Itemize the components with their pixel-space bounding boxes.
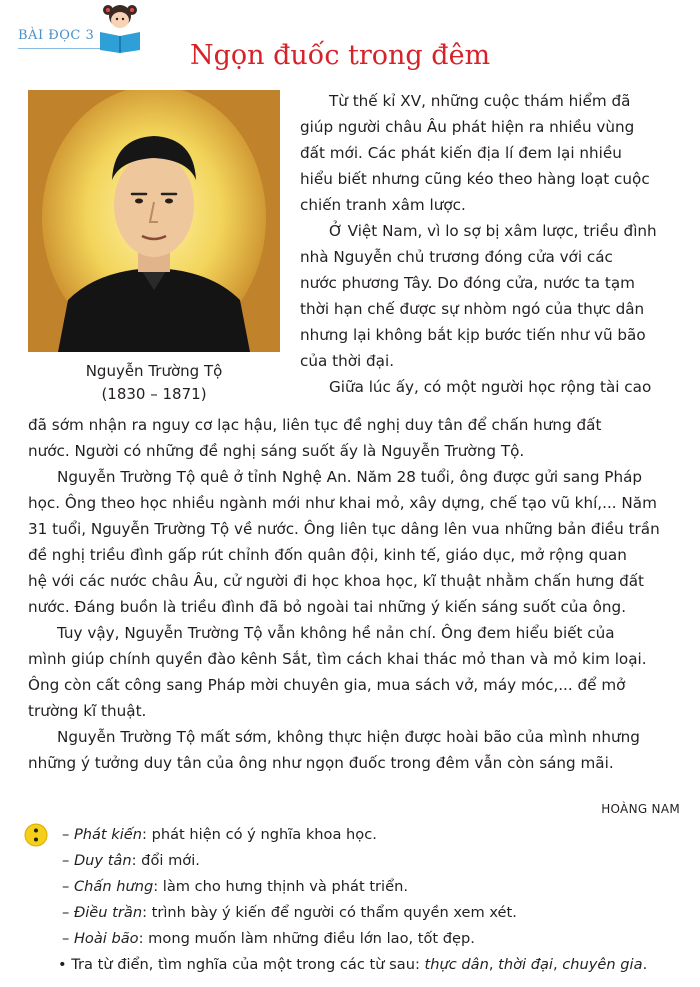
task-word: chuyên gia	[562, 956, 643, 973]
portrait-caption	[28, 360, 280, 406]
text-line: Tuy vậy, Nguyễn Trường Tộ vẫn không hề nản chí. Ông đem hiểu biết của	[28, 624, 615, 642]
text-line: Ở Việt Nam, vì lo sợ bị xâm lược, triều đình	[300, 222, 657, 240]
glossary-item	[62, 822, 682, 848]
bullet: •	[58, 956, 67, 973]
glossary-term: Chấn hưng	[73, 878, 154, 895]
glossary-definition: : phát hiện có ý nghĩa khoa học.	[142, 826, 377, 843]
body-text-wrapped	[300, 88, 680, 400]
dash: –	[62, 852, 74, 869]
text-line: học. Ông theo học nhiều ngành mới như khai mỏ, xây dựng, chế tạo vũ khí,... Năm	[28, 494, 657, 512]
text-line: đề nghị triều đình gấp rút chỉnh đốn quân đội, kinh tế, giáo dục, mở rộng quan	[28, 546, 627, 564]
glossary-item	[62, 926, 682, 952]
text-line: 31 tuổi, Nguyễn Trường Tộ về nước. Ông liên tục dâng lên vua những bản điều trần	[28, 520, 660, 538]
text-line: nước. Đáng buồn là triều đình đã bỏ ngoài tai những ý kiến sáng suốt của ông.	[28, 598, 627, 616]
task-word: thời đại	[498, 956, 553, 973]
glossary-item	[62, 874, 682, 900]
text-line: đất mới. Các phát kiến địa lí đem lại nhiều	[300, 144, 622, 162]
reading-girl-icon	[88, 2, 152, 54]
lesson-label: BÀI ĐỌC 3	[18, 28, 95, 43]
text-line: nước phương Tây. Do đóng cửa, nước ta tạm	[300, 274, 635, 292]
author-name: HOÀNG NAM	[601, 802, 680, 816]
text-line: của thời đại.	[300, 352, 395, 370]
text-line: Từ thế kỉ XV, những cuộc thám hiểm đã	[300, 92, 631, 110]
portrait-image	[28, 90, 280, 352]
glossary	[58, 822, 682, 978]
dash: –	[62, 878, 74, 895]
task-intro: Tra từ điển, tìm nghĩa của một trong các từ sau:	[66, 956, 425, 973]
text-line: nhưng lại không bắt kịp bước tiến như vũ bão	[300, 326, 646, 344]
text-line: giúp người châu Âu phát hiện ra nhiều vùng	[300, 118, 635, 136]
text-line: những ý tưởng duy tân của ông như ngọn đuốc trong đêm vẫn còn sáng mãi.	[28, 754, 614, 772]
glossary-term: Duy tân	[73, 852, 132, 869]
glossary-item	[62, 848, 682, 874]
text-line: trường kĩ thuật.	[28, 702, 147, 720]
caption-name: Nguyễn Trường Tộ	[85, 362, 223, 380]
text-line: nhà Nguyễn chủ trương đóng cửa với các	[300, 248, 613, 266]
glossary-term: Điều trần	[73, 904, 143, 921]
glossary-definition: : trình bày ý kiến để người có thẩm quyền xem xét.	[142, 904, 517, 921]
text-line: chiến tranh xâm lược.	[300, 196, 466, 214]
body-text-full	[28, 412, 680, 776]
glossary-definition: : đổi mới.	[131, 852, 200, 869]
page-title: Ngọn đuốc trong đêm	[190, 40, 491, 71]
glossary-definition: : mong muốn làm những điều lớn lao, tốt đẹp.	[138, 930, 475, 947]
separator: ,	[552, 956, 563, 973]
dash: –	[62, 930, 74, 947]
task-word: thực dân	[424, 956, 489, 973]
text-line: hệ với các nước châu Âu, cử người đi học khoa học, kĩ thuật nhằm chấn hưng đất	[28, 572, 644, 590]
glossary-definition: : làm cho hưng thịnh và phát triển.	[153, 878, 408, 895]
glossary-item	[62, 900, 682, 926]
text-line: đã sớm nhận ra nguy cơ lạc hậu, liên tục đề nghị duy tân để chấn hưng đất	[28, 416, 602, 434]
glossary-term: Phát kiến	[73, 826, 143, 843]
dash: –	[62, 826, 74, 843]
caption-years: (1830 – 1871)	[101, 385, 207, 403]
text-line: thời hạn chế được sự nhòm ngó của thực dân	[300, 300, 645, 318]
text-line: nước. Người có những đề nghị sáng suốt ấy là Nguyễn Trường Tộ.	[28, 442, 525, 460]
dash: –	[62, 904, 74, 921]
glossary-icon	[24, 823, 48, 847]
task-instruction	[58, 952, 682, 978]
text-line: mình giúp chính quyền đào kênh Sắt, tìm cách khai thác mỏ than và mỏ kim loại.	[28, 650, 647, 668]
separator: ,	[488, 956, 499, 973]
text-line: Nguyễn Trường Tộ quê ở tỉnh Nghệ An. Năm 28 tuổi, ông được gửi sang Pháp	[28, 468, 643, 486]
text-line: Ông còn cất công sang Pháp mời chuyên gia, mua sách vở, máy móc,... để mở	[28, 676, 626, 694]
period: .	[642, 956, 648, 973]
text-line: hiểu biết nhưng cũng kéo theo hàng loạt cuộc	[300, 170, 650, 188]
glossary-term: Hoài bão	[73, 930, 139, 947]
text-line: Giữa lúc ấy, có một người học rộng tài cao	[300, 378, 652, 396]
text-line: Nguyễn Trường Tộ mất sớm, không thực hiện được hoài bão của mình nhưng	[28, 728, 640, 746]
